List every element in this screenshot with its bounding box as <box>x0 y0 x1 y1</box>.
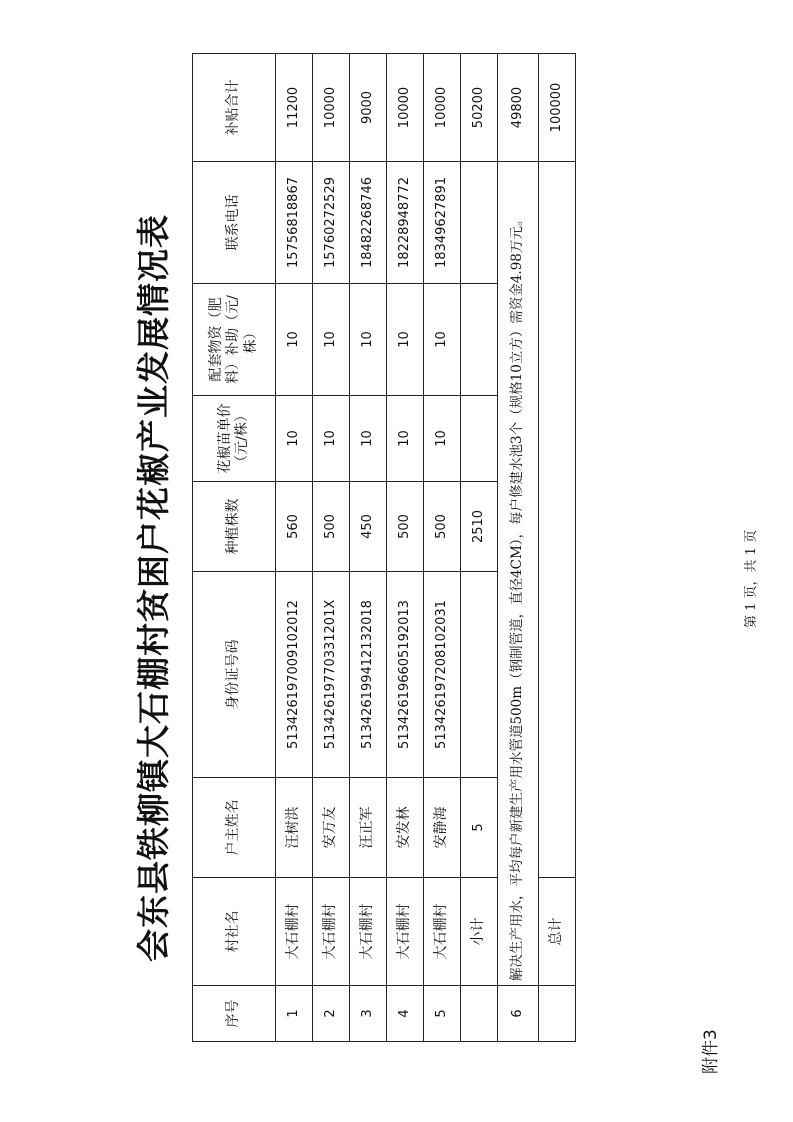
header-householder: 户主姓名 <box>193 778 276 878</box>
cell-village: 大石棚村 <box>387 878 424 986</box>
cell-plants: 500 <box>424 482 461 572</box>
cell-price: 10 <box>313 396 350 482</box>
header-phone: 联系电话 <box>193 162 276 284</box>
cell-subsidy: 10 <box>313 284 350 396</box>
cell-village: 大石棚村 <box>424 878 461 986</box>
cell-price: 10 <box>387 396 424 482</box>
cell-seq: 1 <box>276 986 313 1042</box>
cell-price: 10 <box>350 396 387 482</box>
header-total: 补贴合计 <box>193 54 276 162</box>
grand-total-label: 总计 <box>539 878 576 986</box>
grand-total-value: 100000 <box>539 54 576 162</box>
cell-seq-empty <box>461 986 498 1042</box>
grand-total-row <box>539 54 576 1042</box>
table-row <box>313 54 350 1042</box>
cell-seq: 6 <box>498 986 539 1042</box>
cell-subsidy: 10 <box>387 284 424 396</box>
cell-price: 10 <box>276 396 313 482</box>
subtotal-row <box>461 54 498 1042</box>
cell-empty <box>539 162 576 878</box>
page-footer: 第 1 页，共 1 页 <box>744 529 759 628</box>
cell-id: 513426196605192013 <box>387 572 424 778</box>
water-project-note: 解决生产用水，平均每户新建生产用水管道500m（钢制管道，直径4CM），每户修建水池3个（规格10立方）需资金4.98万元。 <box>498 162 539 986</box>
cell-village: 大石棚村 <box>276 878 313 986</box>
header-village: 村社名 <box>193 878 276 986</box>
cell-plants: 560 <box>276 482 313 572</box>
header-subsidy: 配套物资（肥料）补助（元/株） <box>193 284 276 396</box>
cell-plants: 500 <box>313 482 350 572</box>
header-plants: 种植株数 <box>193 482 276 572</box>
table-row <box>387 54 424 1042</box>
cell-subsidy: 10 <box>424 284 461 396</box>
header-seq: 序号 <box>193 986 276 1042</box>
cell-id: 513426197208102031 <box>424 572 461 778</box>
cell-phone: 15760272529 <box>313 162 350 284</box>
cell-seq-empty <box>539 986 576 1042</box>
header-row <box>193 54 276 1042</box>
cell-total: 10000 <box>387 54 424 162</box>
cell-plants: 500 <box>387 482 424 572</box>
cell-phone: 18228948772 <box>387 162 424 284</box>
cell-price: 10 <box>424 396 461 482</box>
cell-id: 513426197009102012 <box>276 572 313 778</box>
water-project-row <box>498 54 539 1042</box>
cell-subsidy: 10 <box>350 284 387 396</box>
page-title: 会东县铁柳镇大石棚村贫困户花椒产业发展情况表 <box>134 214 173 962</box>
cell-empty <box>461 162 498 284</box>
cell-householder: 安发林 <box>387 778 424 878</box>
cell-phone: 18349627891 <box>424 162 461 284</box>
cell-householder: 汪正军 <box>350 778 387 878</box>
subtotal-total: 50200 <box>461 54 498 162</box>
subtotal-label: 小计 <box>461 878 498 986</box>
cell-householder: 汪树洪 <box>276 778 313 878</box>
cell-total: 11200 <box>276 54 313 162</box>
rotated-page-content <box>12 38 772 1098</box>
cell-id: 51342619770331201X <box>313 572 350 778</box>
table-row <box>276 54 313 1042</box>
cell-seq: 5 <box>424 986 461 1042</box>
cell-householder: 安万友 <box>313 778 350 878</box>
cell-seq: 4 <box>387 986 424 1042</box>
subtotal-plants: 2510 <box>461 482 498 572</box>
cell-village: 大石棚村 <box>350 878 387 986</box>
cell-householder: 安静海 <box>424 778 461 878</box>
data-table <box>192 53 576 1042</box>
cell-empty <box>461 396 498 482</box>
cell-phone: 15756818867 <box>276 162 313 284</box>
cell-total: 9000 <box>350 54 387 162</box>
cell-total: 10000 <box>424 54 461 162</box>
cell-subsidy: 10 <box>276 284 313 396</box>
cell-seq: 2 <box>313 986 350 1042</box>
cell-plants: 450 <box>350 482 387 572</box>
header-id: 身份证号码 <box>193 572 276 778</box>
cell-empty <box>461 284 498 396</box>
table-row <box>350 54 387 1042</box>
water-project-total: 49800 <box>498 54 539 162</box>
subtotal-householders: 5 <box>461 778 498 878</box>
cell-seq: 3 <box>350 986 387 1042</box>
attachment-label: 附件3 <box>701 1029 721 1074</box>
header-price: 花椒苗单价（元/株） <box>193 396 276 482</box>
cell-total: 10000 <box>313 54 350 162</box>
cell-village: 大石棚村 <box>313 878 350 986</box>
cell-empty <box>461 572 498 778</box>
table-row <box>424 54 461 1042</box>
cell-id: 513426199412132018 <box>350 572 387 778</box>
cell-phone: 18482268746 <box>350 162 387 284</box>
